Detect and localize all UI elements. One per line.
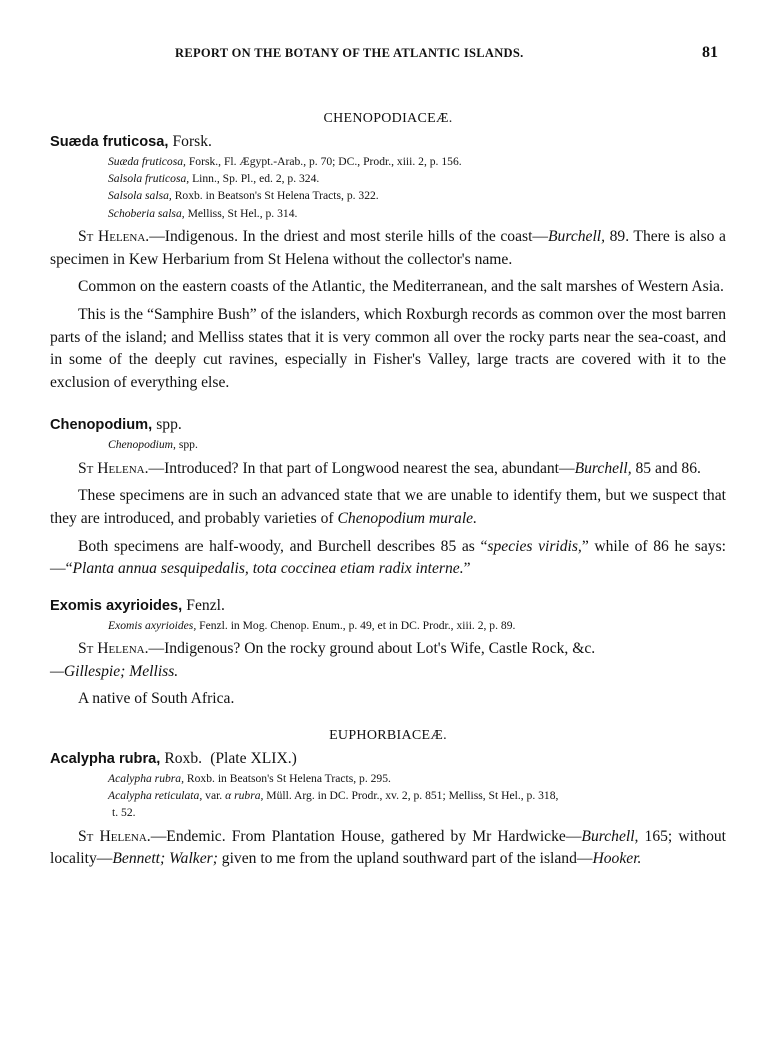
synonym-line-continued: t. 52. — [112, 806, 136, 820]
spacer — [50, 394, 726, 414]
collector-name: Burchell, — [574, 459, 632, 477]
collector-name: Hooker. — [592, 850, 642, 868]
page-number: 81 — [702, 44, 718, 61]
synonymy-exomis — [108, 617, 726, 634]
paragraph-text: Both specimens are half-woody, and Burchell describes 85 as “ — [78, 537, 488, 555]
locality-label: St Helena. — [78, 459, 149, 477]
latin-quote: species viridis, — [487, 537, 582, 555]
latin-quote: Planta annua sesquipedalis, tota coccinea etiam radix interne. — [72, 560, 464, 578]
synonym-name: Salsola fruticosa, — [108, 172, 190, 185]
synonym-name: Suæda fruticosa, — [108, 154, 186, 168]
synonym-name: Acalypha reticulata, — [108, 788, 203, 802]
family-heading-euphorbiaceae: EUPHORBIACEÆ. — [329, 727, 447, 743]
synonym-reference: Forsk., Fl. Ægypt.-Arab., p. 70; DC., Prodr., xiii. 2, p. 156. — [188, 154, 462, 168]
paragraph-text: —Indigenous. In the driest and most sterile hills of the coast— — [149, 228, 549, 246]
synonymy-acalypha — [108, 770, 726, 822]
plate-reference: (Plate XLIX.) — [210, 749, 297, 767]
running-title: REPORT ON THE BOTANY OF THE ATLANTIC ISLANDS. — [175, 46, 524, 60]
collector-name: —Gillespie; Melliss. — [50, 662, 179, 680]
collector-name: Bennett; Walker; — [112, 850, 218, 868]
family-heading-chenopodiaceae: CHENOPODIACEÆ. — [323, 111, 453, 126]
synonym-reference: Linn., Sp. Pl., ed. 2, p. 324. — [192, 172, 320, 185]
species-authority: Forsk. — [172, 132, 212, 150]
species-heading-chenopodium — [50, 414, 726, 436]
species-authority: Roxb. — [164, 749, 203, 767]
species-heading-acalypha — [50, 748, 726, 770]
locality-label: St Helena. — [78, 827, 151, 845]
synonym-line — [108, 617, 726, 634]
spacer — [50, 581, 726, 595]
paragraph-exomis-distribution: A native of South Africa. — [78, 690, 235, 708]
synonym-name: Acalypha rubra, — [108, 771, 184, 785]
locality-label: St Helena. — [78, 640, 149, 658]
collector-name: Burchell, — [548, 228, 606, 246]
paragraph-suaeda-distribution: Common on the eastern coasts of the Atlantic, the Mediterranean, and the salt marshes of Western Asia. — [78, 278, 724, 296]
species-name: Exomis axyrioides, — [50, 597, 183, 614]
synonym-name: Exomis axyrioides, — [108, 618, 197, 632]
paragraph-text: 165; without locality— — [50, 827, 727, 868]
paragraph-text: —Indigenous? On the rocky ground about Lot's Wife, Castle Rock, &c. — [148, 640, 596, 658]
paragraph-text: 89. There is also a specimen in Kew Herbarium from St Helena without the collector's name. — [50, 228, 726, 268]
spacer — [50, 711, 726, 725]
taxon-name: Chenopodium murale. — [337, 509, 477, 527]
collector-name: Burchell, — [581, 827, 639, 845]
paragraph-acalypha-locality — [50, 826, 726, 871]
synonym-line — [108, 787, 726, 804]
paragraph-text: These specimens are in such an advanced state that we are unable to identify them, but we suspect that they are introduced, and probably varieties of — [50, 487, 726, 527]
paragraph-text: —Endemic. From Plantation House, gathered by Mr Hardwicke— — [150, 827, 582, 845]
paragraph-suaeda-notes: This is the “Samphire Bush” of the islanders, which Roxburgh records as common over the most barren parts of the island; and Melliss states that it is very common all over the rocky parts near the sea-coast, and in some of the deeply cut ravines, especially in Fisher's Valley, large tracts are covered with it to the exclusion of everything else. — [50, 306, 726, 391]
synonym-reference: spp. — [178, 438, 198, 452]
paragraph-text: ” while of 86 he says:—“ — [50, 537, 726, 578]
paragraph-exomis-locality — [50, 638, 726, 683]
synonymy-suaeda — [108, 153, 726, 223]
synonym-reference: Fenzl. in Mog. Chenop. Enum., p. 49, et in DC. Prodr., xiii. 2, p. 89. — [199, 618, 516, 632]
species-name: Acalypha rubra, — [50, 750, 161, 767]
synonym-reference: Roxb. in Beatson's St Helena Tracts, p. 322. — [174, 189, 379, 203]
synonym-name: Schoberia salsa, — [108, 206, 185, 220]
synonymy-chenopodium — [108, 436, 726, 453]
synonym-reference: Müll. Arg. in DC. Prodr., xv. 2, p. 851; Melliss, St Hel., p. 318, — [263, 788, 559, 802]
synonym-reference: Roxb. in Beatson's St Helena Tracts, p. 295. — [186, 771, 391, 785]
species-authority: spp. — [156, 416, 182, 434]
paragraph-text: —Introduced? In that part of Longwood nearest the sea, abundant— — [148, 459, 575, 477]
locality-label: St Helena. — [78, 228, 150, 246]
paragraph-text: 85 and 86. — [631, 459, 701, 477]
synonym-line — [108, 770, 726, 787]
paragraph-text: given to me from the upland southward part of the island— — [217, 850, 593, 868]
synonym-name: Salsola salsa, — [108, 189, 172, 203]
synonym-line — [108, 436, 726, 453]
paragraph-chenopodium-locality — [50, 458, 726, 481]
variety-name: α rubra, — [225, 788, 264, 802]
paragraph-chenopodium-burchell — [50, 536, 726, 581]
synonym-line — [108, 153, 726, 170]
species-heading-suaeda — [50, 131, 726, 153]
species-name: Chenopodium, — [50, 417, 153, 434]
synonym-line — [108, 205, 726, 222]
synonym-line — [108, 187, 726, 204]
page-content — [50, 108, 726, 871]
species-heading-exomis — [50, 595, 726, 617]
species-name: Suæda fruticosa, — [50, 133, 169, 150]
paragraph-chenopodium-notes — [50, 485, 726, 530]
synonym-line — [108, 170, 726, 187]
species-authority: Fenzl. — [186, 596, 225, 614]
paragraph-text: ” — [463, 560, 471, 578]
synonym-reference: Melliss, St Hel., p. 314. — [187, 206, 298, 220]
synonym-reference: var. — [205, 788, 226, 802]
paragraph-suaeda-locality — [50, 226, 726, 271]
synonym-name: Chenopodium, — [108, 438, 176, 452]
